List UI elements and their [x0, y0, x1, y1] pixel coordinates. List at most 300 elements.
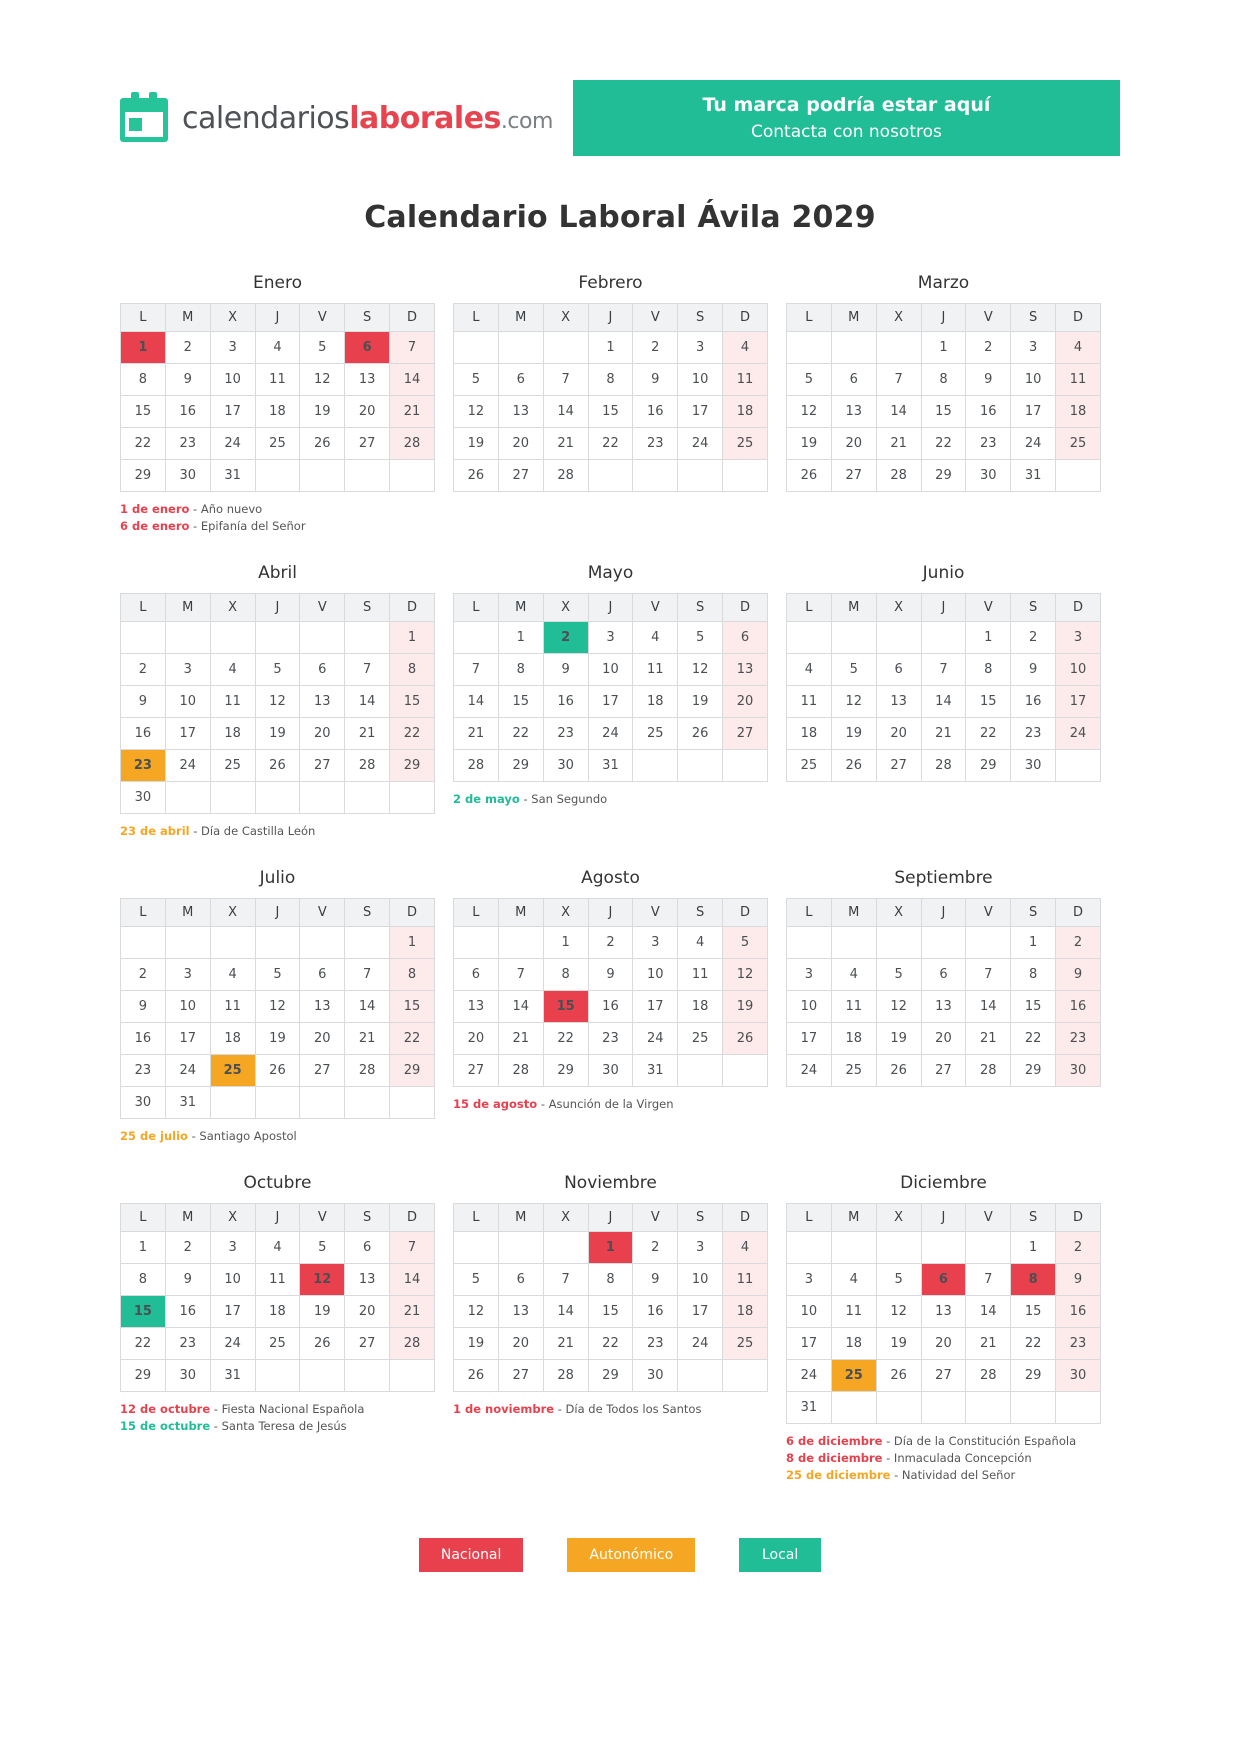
- day-cell: 30: [543, 750, 588, 782]
- empty-day-cell: [345, 782, 390, 814]
- row-spacer: [120, 535, 1120, 563]
- day-cell: 3: [210, 1232, 255, 1264]
- weekday-header: M: [165, 594, 210, 622]
- day-cell: 25: [255, 1328, 300, 1360]
- empty-day-cell: [210, 622, 255, 654]
- week-row: [787, 1264, 1101, 1296]
- day-cell: 19: [678, 686, 723, 718]
- day-cell: 5: [454, 1264, 499, 1296]
- day-cell: 2: [966, 332, 1011, 364]
- day-cell: 21: [876, 428, 921, 460]
- empty-day-cell: [255, 1360, 300, 1392]
- week-row: [787, 959, 1101, 991]
- day-cell: 17: [210, 1296, 255, 1328]
- weekday-header: S: [678, 899, 723, 927]
- legend: [0, 1538, 1240, 1572]
- month-table: [453, 1203, 768, 1392]
- day-cell: 26: [300, 428, 345, 460]
- week-row: [121, 1055, 435, 1087]
- week-row: [787, 428, 1101, 460]
- day-cell: 14: [498, 991, 543, 1023]
- weekday-header: L: [121, 899, 166, 927]
- day-cell: 8: [498, 654, 543, 686]
- day-cell: 28: [345, 1055, 390, 1087]
- weekday-header: X: [543, 304, 588, 332]
- empty-day-cell: [345, 1087, 390, 1119]
- legend-item-local[interactable]: Local: [739, 1538, 821, 1572]
- sunday-cell: 16: [1056, 991, 1101, 1023]
- empty-day-cell: [831, 622, 876, 654]
- day-cell: 9: [1011, 654, 1056, 686]
- day-cell: 21: [921, 718, 966, 750]
- holiday-note-date: 6 de diciembre: [786, 1434, 883, 1448]
- day-cell: 19: [255, 1023, 300, 1055]
- holiday-day-cell: 12: [300, 1264, 345, 1296]
- holiday-note-text: - Inmaculada Concepción: [882, 1451, 1032, 1465]
- sunday-cell: 2: [1056, 927, 1101, 959]
- day-cell: 14: [966, 1296, 1011, 1328]
- day-cell: 17: [210, 396, 255, 428]
- weekday-header: J: [921, 304, 966, 332]
- holiday-note-date: 15 de agosto: [453, 1097, 538, 1111]
- day-cell: 12: [454, 1296, 499, 1328]
- day-cell: 13: [300, 991, 345, 1023]
- day-cell: 21: [966, 1023, 1011, 1055]
- day-cell: 19: [876, 1023, 921, 1055]
- empty-day-cell: [165, 782, 210, 814]
- day-cell: 24: [210, 428, 255, 460]
- ad-banner-line1: Tu marca podría estar aquí: [702, 94, 991, 116]
- holiday-note-date: 1 de noviembre: [453, 1402, 555, 1416]
- holiday-note: [120, 501, 435, 518]
- week-row: [787, 1232, 1101, 1264]
- weekday-header: J: [588, 304, 633, 332]
- week-row: [787, 396, 1101, 428]
- sunday-cell: 11: [723, 364, 768, 396]
- week-row: [454, 686, 768, 718]
- sunday-cell: 18: [723, 396, 768, 428]
- day-cell: 11: [831, 991, 876, 1023]
- day-cell: 14: [543, 396, 588, 428]
- day-cell: 5: [787, 364, 832, 396]
- week-row: [121, 428, 435, 460]
- day-cell: 27: [831, 460, 876, 492]
- empty-day-cell: [345, 1360, 390, 1392]
- holiday-note-date: 8 de diciembre: [786, 1451, 883, 1465]
- month-row: [120, 563, 1120, 840]
- weekday-header: L: [454, 1204, 499, 1232]
- weekday-header: V: [300, 304, 345, 332]
- day-cell: 13: [345, 364, 390, 396]
- month-name: Abril: [258, 563, 297, 583]
- day-cell: 16: [633, 1296, 678, 1328]
- day-cell: 29: [966, 750, 1011, 782]
- month-table: [786, 898, 1101, 1087]
- holiday-notes: [453, 1096, 768, 1113]
- sunday-cell: 13: [723, 654, 768, 686]
- weekday-header: V: [966, 594, 1011, 622]
- week-row: [787, 364, 1101, 396]
- day-cell: 6: [921, 959, 966, 991]
- empty-day-cell: [966, 1232, 1011, 1264]
- day-cell: 7: [966, 1264, 1011, 1296]
- day-cell: 6: [498, 364, 543, 396]
- day-cell: 5: [255, 654, 300, 686]
- weekday-header: M: [165, 899, 210, 927]
- empty-day-cell: [210, 927, 255, 959]
- day-cell: 24: [678, 1328, 723, 1360]
- logo-text: [182, 101, 553, 136]
- weekday-header: M: [831, 304, 876, 332]
- weekday-header: X: [543, 899, 588, 927]
- weekday-header: V: [633, 1204, 678, 1232]
- day-cell: 17: [787, 1328, 832, 1360]
- day-cell: 22: [588, 428, 633, 460]
- sunday-cell: 22: [390, 1023, 435, 1055]
- empty-day-cell: [165, 927, 210, 959]
- day-cell: 9: [165, 364, 210, 396]
- empty-day-cell: [498, 1232, 543, 1264]
- ad-banner[interactable]: [573, 80, 1120, 156]
- week-row: [121, 1296, 435, 1328]
- month-name: Mayo: [587, 563, 634, 583]
- week-row: [787, 927, 1101, 959]
- day-cell: 22: [1011, 1023, 1056, 1055]
- weekday-header: V: [966, 899, 1011, 927]
- weekday-header: X: [210, 594, 255, 622]
- empty-day-cell: [787, 927, 832, 959]
- day-cell: 26: [255, 750, 300, 782]
- weekday-header: J: [588, 594, 633, 622]
- day-cell: 9: [165, 1264, 210, 1296]
- day-cell: 20: [921, 1023, 966, 1055]
- day-cell: 21: [966, 1328, 1011, 1360]
- logo-text-part3: .com: [500, 108, 553, 134]
- empty-day-cell: [921, 1232, 966, 1264]
- weekday-header: L: [121, 304, 166, 332]
- empty-day-cell: [255, 927, 300, 959]
- day-cell: 22: [1011, 1328, 1056, 1360]
- holiday-notes: [453, 1401, 768, 1418]
- week-row: [454, 750, 768, 782]
- sunday-cell: 16: [1056, 1296, 1101, 1328]
- month-table: [120, 593, 435, 814]
- day-cell: 16: [1011, 686, 1056, 718]
- day-cell: 27: [454, 1055, 499, 1087]
- holiday-notes: [120, 823, 435, 840]
- holiday-day-cell: 23: [121, 750, 166, 782]
- week-row: [454, 654, 768, 686]
- weekday-header: D: [723, 304, 768, 332]
- day-cell: 5: [300, 332, 345, 364]
- day-cell: 7: [345, 654, 390, 686]
- day-cell: 15: [1011, 991, 1056, 1023]
- day-cell: 8: [921, 364, 966, 396]
- holiday-day-cell: 25: [210, 1055, 255, 1087]
- week-row: [787, 460, 1101, 492]
- legend-item-auto[interactable]: Autonómico: [567, 1538, 695, 1572]
- day-cell: 4: [831, 1264, 876, 1296]
- day-cell: 11: [210, 991, 255, 1023]
- day-cell: 31: [210, 1360, 255, 1392]
- month-name: Junio: [922, 563, 965, 583]
- row-spacer: [120, 1145, 1120, 1173]
- day-cell: 11: [678, 959, 723, 991]
- day-cell: 8: [588, 1264, 633, 1296]
- sunday-cell: 21: [390, 396, 435, 428]
- weekday-header: S: [678, 594, 723, 622]
- day-cell: 25: [255, 428, 300, 460]
- weekday-header: L: [787, 594, 832, 622]
- day-cell: 5: [454, 364, 499, 396]
- day-cell: 29: [121, 1360, 166, 1392]
- day-cell: 16: [121, 1023, 166, 1055]
- month-table: [120, 1203, 435, 1392]
- day-cell: 17: [588, 686, 633, 718]
- empty-day-cell: [1011, 1392, 1056, 1424]
- month-block: [453, 868, 786, 1145]
- month-block: [786, 868, 1119, 1145]
- day-cell: 4: [678, 927, 723, 959]
- day-cell: 10: [210, 1264, 255, 1296]
- day-cell: 16: [588, 991, 633, 1023]
- day-cell: 23: [165, 428, 210, 460]
- empty-day-cell: [345, 927, 390, 959]
- day-cell: 26: [876, 1360, 921, 1392]
- day-cell: 2: [121, 959, 166, 991]
- day-cell: 18: [678, 991, 723, 1023]
- day-cell: 27: [345, 428, 390, 460]
- holiday-note-date: 6 de enero: [120, 519, 190, 533]
- day-cell: 10: [165, 686, 210, 718]
- day-cell: 31: [210, 460, 255, 492]
- month-name: Enero: [253, 273, 302, 293]
- month-table: [786, 593, 1101, 782]
- month-name: Noviembre: [564, 1173, 657, 1193]
- holiday-note: [786, 1450, 1101, 1467]
- day-cell: 20: [498, 1328, 543, 1360]
- day-cell: 29: [1011, 1360, 1056, 1392]
- day-cell: 3: [678, 332, 723, 364]
- empty-day-cell: [1056, 460, 1101, 492]
- day-cell: 14: [345, 686, 390, 718]
- day-cell: 18: [210, 718, 255, 750]
- weekday-header: X: [210, 899, 255, 927]
- sunday-cell: 10: [1056, 654, 1101, 686]
- week-row: [121, 1023, 435, 1055]
- holiday-day-cell: 15: [121, 1296, 166, 1328]
- week-row: [121, 991, 435, 1023]
- site-logo[interactable]: [120, 80, 553, 156]
- day-cell: 9: [588, 959, 633, 991]
- day-cell: 27: [921, 1055, 966, 1087]
- day-cell: 27: [498, 1360, 543, 1392]
- day-cell: 2: [121, 654, 166, 686]
- holiday-note: [120, 518, 435, 535]
- day-cell: 10: [588, 654, 633, 686]
- empty-day-cell: [454, 622, 499, 654]
- sunday-cell: 8: [390, 654, 435, 686]
- holiday-note-text: - San Segundo: [519, 792, 608, 806]
- sunday-cell: 28: [390, 1328, 435, 1360]
- week-row: [787, 1360, 1101, 1392]
- sunday-cell: 9: [1056, 959, 1101, 991]
- day-cell: 2: [588, 927, 633, 959]
- page-header: [0, 0, 1240, 156]
- weekday-header: J: [255, 1204, 300, 1232]
- legend-item-nac[interactable]: Nacional: [419, 1538, 524, 1572]
- day-cell: 2: [165, 332, 210, 364]
- day-cell: 12: [678, 654, 723, 686]
- holiday-day-cell: 6: [921, 1264, 966, 1296]
- empty-day-cell: [678, 750, 723, 782]
- day-cell: 23: [1011, 718, 1056, 750]
- empty-day-cell: [1056, 750, 1101, 782]
- empty-day-cell: [831, 332, 876, 364]
- day-cell: 11: [255, 1264, 300, 1296]
- day-cell: 13: [498, 396, 543, 428]
- weekday-header: L: [454, 304, 499, 332]
- day-cell: 18: [210, 1023, 255, 1055]
- day-cell: 9: [633, 1264, 678, 1296]
- sunday-cell: 19: [723, 991, 768, 1023]
- day-cell: 26: [454, 1360, 499, 1392]
- day-cell: 21: [345, 1023, 390, 1055]
- sunday-cell: 29: [390, 750, 435, 782]
- week-row: [121, 750, 435, 782]
- weekday-header: V: [300, 594, 345, 622]
- day-cell: 13: [300, 686, 345, 718]
- day-cell: 31: [588, 750, 633, 782]
- month-table: [453, 593, 768, 782]
- holiday-note: [120, 1128, 435, 1145]
- day-cell: 29: [498, 750, 543, 782]
- day-cell: 6: [498, 1264, 543, 1296]
- day-cell: 2: [165, 1232, 210, 1264]
- day-cell: 10: [787, 991, 832, 1023]
- day-cell: 7: [543, 364, 588, 396]
- weekday-header: V: [300, 899, 345, 927]
- day-cell: 3: [787, 959, 832, 991]
- weekday-header: X: [876, 1204, 921, 1232]
- weekday-header: D: [1056, 594, 1101, 622]
- week-row: [454, 1328, 768, 1360]
- empty-day-cell: [921, 622, 966, 654]
- empty-day-cell: [787, 622, 832, 654]
- day-cell: 23: [121, 1055, 166, 1087]
- week-row: [787, 686, 1101, 718]
- day-cell: 28: [543, 460, 588, 492]
- week-row: [121, 1232, 435, 1264]
- day-cell: 26: [876, 1055, 921, 1087]
- day-cell: 9: [633, 364, 678, 396]
- day-cell: 26: [831, 750, 876, 782]
- empty-day-cell: [787, 332, 832, 364]
- sunday-cell: 14: [390, 364, 435, 396]
- day-cell: 4: [255, 332, 300, 364]
- day-cell: 25: [633, 718, 678, 750]
- sunday-cell: 2: [1056, 1232, 1101, 1264]
- day-cell: 17: [1011, 396, 1056, 428]
- day-cell: 3: [633, 927, 678, 959]
- day-cell: 14: [966, 991, 1011, 1023]
- empty-day-cell: [876, 927, 921, 959]
- day-cell: 8: [966, 654, 1011, 686]
- day-cell: 15: [966, 686, 1011, 718]
- day-cell: 4: [210, 959, 255, 991]
- day-cell: 5: [831, 654, 876, 686]
- holiday-note: [120, 823, 435, 840]
- week-row: [454, 332, 768, 364]
- weekday-header: V: [966, 304, 1011, 332]
- week-row: [787, 622, 1101, 654]
- months-grid: [0, 273, 1240, 1484]
- weekday-header: S: [1011, 304, 1056, 332]
- day-cell: 23: [543, 718, 588, 750]
- empty-day-cell: [300, 1087, 345, 1119]
- month-name: Octubre: [243, 1173, 312, 1193]
- day-cell: 27: [345, 1328, 390, 1360]
- week-row: [787, 654, 1101, 686]
- month-name: Febrero: [578, 273, 643, 293]
- day-cell: 1: [543, 927, 588, 959]
- day-cell: 22: [498, 718, 543, 750]
- empty-day-cell: [498, 332, 543, 364]
- day-cell: 6: [300, 959, 345, 991]
- holiday-note-text: - Asunción de la Virgen: [537, 1097, 674, 1111]
- day-cell: 7: [966, 959, 1011, 991]
- weekday-header: D: [390, 899, 435, 927]
- day-cell: 2: [633, 332, 678, 364]
- day-cell: 11: [787, 686, 832, 718]
- day-cell: 21: [543, 1328, 588, 1360]
- day-cell: 22: [543, 1023, 588, 1055]
- holiday-note: [786, 1467, 1101, 1484]
- day-cell: 9: [121, 686, 166, 718]
- day-cell: 5: [255, 959, 300, 991]
- holiday-note-date: 15 de octubre: [120, 1419, 211, 1433]
- day-cell: 7: [876, 364, 921, 396]
- sunday-cell: 4: [1056, 332, 1101, 364]
- day-cell: 10: [678, 364, 723, 396]
- week-row: [121, 782, 435, 814]
- sunday-cell: 25: [723, 1328, 768, 1360]
- week-row: [121, 927, 435, 959]
- week-row: [787, 750, 1101, 782]
- week-row: [121, 460, 435, 492]
- day-cell: 28: [921, 750, 966, 782]
- logo-text-part1: calendarios: [182, 100, 350, 136]
- sunday-cell: 25: [1056, 428, 1101, 460]
- day-cell: 8: [121, 1264, 166, 1296]
- day-cell: 3: [787, 1264, 832, 1296]
- week-row: [121, 364, 435, 396]
- month-name: Julio: [259, 868, 296, 888]
- day-cell: 31: [1011, 460, 1056, 492]
- week-row: [454, 1360, 768, 1392]
- day-cell: 7: [543, 1264, 588, 1296]
- day-cell: 13: [345, 1264, 390, 1296]
- day-cell: 26: [255, 1055, 300, 1087]
- month-block: [453, 563, 786, 840]
- day-cell: 15: [498, 686, 543, 718]
- empty-day-cell: [678, 1055, 723, 1087]
- day-cell: 12: [787, 396, 832, 428]
- day-cell: 1: [588, 332, 633, 364]
- day-cell: 29: [921, 460, 966, 492]
- day-cell: 9: [543, 654, 588, 686]
- week-row: [454, 428, 768, 460]
